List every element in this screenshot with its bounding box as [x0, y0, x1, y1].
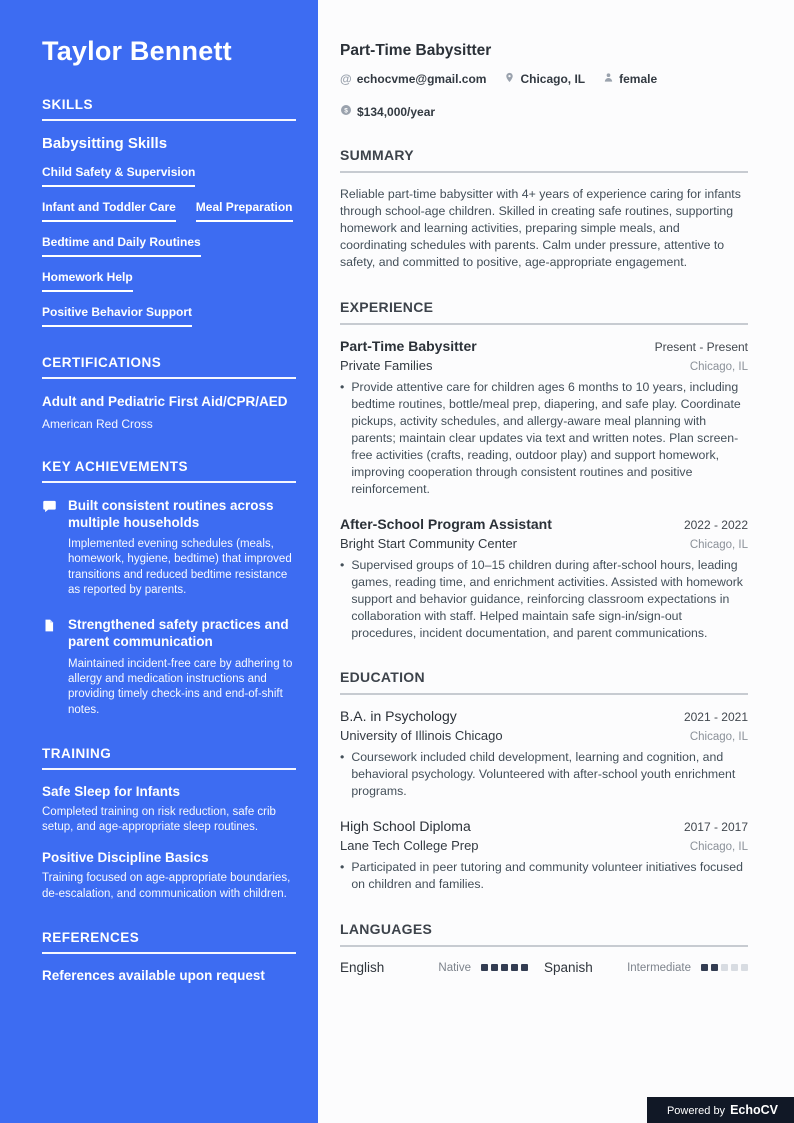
references-heading: REFERENCES [42, 930, 296, 954]
contact-gender [603, 72, 657, 86]
training-heading: TRAINING [42, 746, 296, 770]
skills-section [42, 97, 296, 327]
job-location: Chicago, IL [689, 538, 748, 551]
achievement-item [42, 616, 296, 718]
education-section [340, 669, 748, 893]
degree-title: B.A. in Psychology [340, 708, 457, 725]
job-title: After-School Program Assistant [340, 515, 552, 532]
resume-title: Part-Time Babysitter [340, 42, 492, 59]
education-heading: EDUCATION [340, 669, 748, 695]
certification-issuer: American Red Cross [42, 416, 153, 431]
bullet-text: Supervised groups of 10–15 children during after-school hours, leading games, reading time, and enrichment activities. Assisted with homework support and behavior guidance, reinforcing classroom expectations in collaboration with staff. Helped maintain safe sign-in/sign-out procedures, incident documentation, and parent communications. [351, 557, 743, 640]
achievement-body [68, 616, 296, 718]
skill-tag: Meal Preparation [196, 200, 293, 222]
bullet-marker: • [340, 557, 345, 572]
school-name: University of Illinois Chicago [340, 728, 503, 744]
email-text: echocvme@gmail.com [356, 72, 487, 86]
achievement-item [42, 497, 296, 599]
achievement-title: Strengthened safety practices and parent communication [68, 617, 289, 650]
education-dates: 2021 - 2021 [683, 710, 748, 725]
summary-heading: SUMMARY [340, 147, 748, 173]
skill-tag: Bedtime and Daily Routines [42, 235, 201, 257]
bullet-marker: • [340, 860, 345, 875]
rating-square-filled [491, 964, 498, 971]
main-content [318, 0, 794, 1123]
achievement-title: Built consistent routines across multiple households [68, 497, 274, 530]
languages-heading: LANGUAGES [340, 921, 748, 947]
summary-section [340, 147, 748, 271]
achievement-description: Maintained incident-free care by adhering to allergy and medication instructions and providing timely check-ins and end-of-shift notes. [68, 657, 293, 716]
echocv-brand: EchoCV [730, 1103, 778, 1117]
language-level: Intermediate [627, 961, 691, 974]
email-icon: @ [340, 72, 352, 86]
resume-header [340, 42, 748, 119]
language-list [340, 960, 748, 975]
contact-salary [340, 104, 435, 119]
powered-by-text: Powered by [666, 1105, 726, 1117]
skills-heading: SKILLS [42, 97, 296, 121]
summary-text: Reliable part-time babysitter with 4+ years of experience caring for infants through school-age children. Skilled in creating safe routines, supporting homework and learning activities, preparing simple meals, and coordinating schedules with parents. Calm under pressure, attentive to safety, and committed to positive, age-appropriate engagement. [340, 187, 741, 269]
bullet-text: Participated in peer tutoring and community volunteer initiatives focused on children and families. [351, 860, 743, 892]
achievement-description: Implemented evening schedules (meals, homework, hygiene, bedtime) that improved transitions and reduced bedtime resistance as reported by parents. [68, 538, 292, 596]
training-title: Positive Discipline Basics [42, 850, 209, 866]
language-level: Native [438, 961, 471, 974]
sidebar [0, 0, 318, 1123]
training-item [42, 784, 296, 836]
location-text: Chicago, IL [520, 72, 586, 86]
certification-item [42, 393, 296, 431]
rating-square-empty [741, 964, 748, 971]
language-name: Spanish [544, 960, 593, 976]
bullet-text: Provide attentive care for children ages 6 months to 10 years, including bedtime routines, bottle/meal prep, diapering, and safe play. Coordinate pickups, activity schedules, and allergy-aware meal planning with parents; maintain clear updates via text and written notes. Plan screen-free activities (crafts, reading, outdoor play) and support homework, improving cooperation through consistent routines and positive reinforcement. [351, 379, 741, 496]
references-text: References available upon request [42, 967, 265, 983]
job-dates: 2022 - 2022 [683, 517, 748, 532]
contact-location [504, 72, 585, 86]
skill-tag: Infant and Toddler Care [42, 200, 176, 222]
speech-bubble-icon [42, 497, 58, 599]
education-dates: 2017 - 2017 [683, 820, 748, 835]
education-entry [340, 818, 748, 893]
achievement-body [68, 497, 296, 599]
bullet-marker: • [340, 379, 345, 394]
person-name: Taylor Bennett [42, 36, 232, 66]
job-dates: Present - Present [654, 339, 748, 354]
skills-group-title: Babysitting Skills [42, 135, 168, 152]
languages-section [340, 921, 748, 975]
dollar-circle-icon [340, 104, 352, 119]
skill-tag-list [42, 165, 296, 327]
key-achievements-heading: KEY ACHIEVEMENTS [42, 459, 296, 483]
job-company: Bright Start Community Center [340, 535, 518, 551]
skill-tag: Positive Behavior Support [42, 305, 192, 327]
training-description: Completed training on risk reduction, safe crib setup, and age-appropriate sleep routines. [42, 805, 276, 834]
skill-tag: Child Safety & Supervision [42, 165, 195, 187]
experience-entry [340, 516, 748, 642]
contact-row [340, 72, 748, 119]
education-bullet [340, 749, 748, 800]
training-item [42, 850, 296, 902]
experience-entry [340, 338, 748, 498]
language-rating [481, 964, 528, 971]
training-section [42, 746, 296, 902]
language-rating [701, 964, 748, 971]
certification-title: Adult and Pediatric First Aid/CPR/AED [42, 394, 288, 409]
rating-square-empty [731, 964, 738, 971]
rating-square-filled [501, 964, 508, 971]
salary-text: $134,000/year [357, 104, 436, 119]
education-entry [340, 708, 748, 800]
key-achievements-section [42, 459, 296, 718]
person-icon [603, 72, 614, 86]
rating-square-filled [481, 964, 488, 971]
gender-text: female [619, 72, 658, 86]
job-company: Private Families [340, 357, 433, 373]
skill-tag: Homework Help [42, 270, 133, 292]
rating-square-empty [721, 964, 728, 971]
language-item [340, 960, 544, 975]
training-description: Training focused on age-appropriate boundaries, de-escalation, and communication with children. [42, 872, 291, 900]
certifications-heading: CERTIFICATIONS [42, 355, 296, 379]
language-item [544, 960, 748, 975]
degree-title: High School Diploma [340, 818, 471, 835]
job-title: Part-Time Babysitter [340, 337, 477, 354]
school-name: Lane Tech College Prep [340, 838, 479, 854]
language-name: English [340, 960, 385, 976]
school-location: Chicago, IL [689, 841, 748, 854]
contact-email[interactable] [340, 72, 486, 86]
experience-heading: EXPERIENCE [340, 299, 748, 325]
rating-square-filled [511, 964, 518, 971]
bullet-text: Coursework included child development, learning and cognition, and behavioral psychology. Volunteered with after-school youth enrichment programs. [351, 750, 736, 799]
education-bullet [340, 859, 748, 893]
training-title: Safe Sleep for Infants [42, 783, 181, 799]
bullet-marker: • [340, 750, 345, 765]
rating-square-filled [711, 964, 718, 971]
rating-square-filled [521, 964, 528, 971]
rating-square-filled [701, 964, 708, 971]
powered-by-badge[interactable] [647, 1097, 794, 1123]
job-location: Chicago, IL [689, 360, 748, 373]
job-bullet [340, 379, 748, 498]
references-section [42, 930, 296, 983]
school-location: Chicago, IL [689, 731, 748, 744]
document-icon [42, 616, 58, 718]
experience-section [340, 299, 748, 642]
job-bullet [340, 557, 748, 642]
location-pin-icon [504, 72, 515, 86]
svg-text:$: $ [344, 107, 348, 115]
certifications-section [42, 355, 296, 431]
